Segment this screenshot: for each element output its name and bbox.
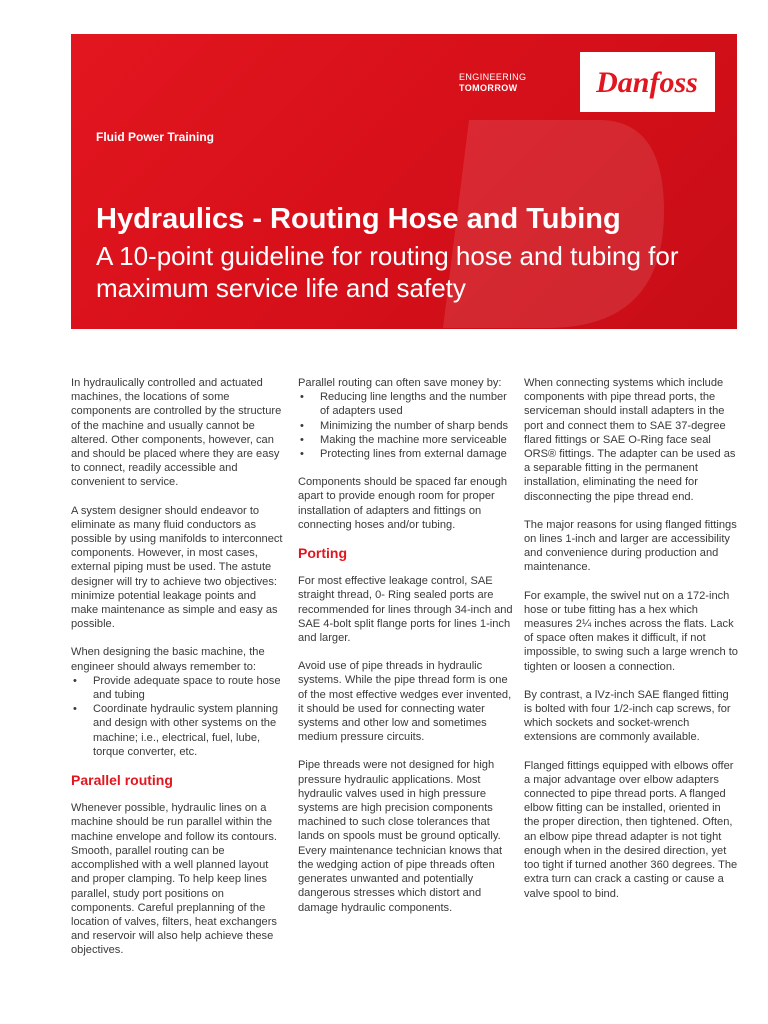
section-label: Fluid Power Training — [96, 130, 215, 144]
tagline — [459, 72, 526, 94]
paragraph: When designing the basic machine, the engineer should always remember to: — [71, 646, 265, 673]
page-subtitle: A 10-point guideline for routing hose and tubing for maximum service life and safety — [96, 241, 679, 303]
list-item: • Making the machine more serviceable — [298, 433, 513, 447]
paragraph: Parallel routing can often save money by: — [298, 377, 502, 389]
paragraph: Components should be spaced far enough apart to provide enough room for proper installation of adapters and fittings on connecting hoses and/or tubing. — [298, 476, 508, 531]
paragraph: For example, the swivel nut on a 172-inch hose or tube fitting has a hex which measures 2¼ inches across the flats. Lack of space often makes it difficult, if not impossible, to swing such a large wrench to tighten or loosen a connection. — [524, 589, 738, 673]
paragraph: The major reasons for using flanged fittings on lines 1-inch and larger are accessibility and convenience during production and maintenance. — [524, 518, 737, 574]
column-1 — [71, 376, 286, 972]
tagline-line1: ENGINEERING — [459, 72, 527, 82]
list-item: • Reducing line lengths and the number of adapters used — [298, 390, 513, 418]
paragraph: In hydraulically controlled and actuated machines, the locations of some components are controlled by the structure of the machine and usually cannot be altered. Other components, however, can and should be placed where they are easy to connect, readily accessible and convenient to service. — [71, 377, 282, 489]
paragraph: Avoid use of pipe threads in hydraulic systems. While the pipe thread form is one of the most effective wedges ever invented, it should be used for connecting water systems and other low and sometimes medium pressure circuits. — [298, 660, 512, 744]
paragraph: For most effective leakage control, SAE straight thread, 0- Ring sealed ports are recommended for lines through 34-inch and SAE 4-bolt split flange ports for lines 1-inch and larger. — [298, 575, 513, 645]
paragraph: By contrast, a lVz-inch SAE flanged fitting is bolted with four 1/2-inch cap screws, for which sockets and socket-wrench extensions are commonly available. — [524, 688, 731, 744]
bullet-list — [298, 390, 513, 461]
list-item: • Minimizing the number of sharp bends — [298, 419, 513, 433]
page-title: Hydraulics - Routing Hose and Tubing — [96, 203, 621, 235]
danfoss-logo — [580, 52, 715, 112]
tagline-line2: TOMORROW — [459, 83, 518, 93]
column-3 — [524, 376, 739, 915]
list-item: • Provide adequate space to route hose and tubing — [71, 674, 286, 702]
paragraph: Pipe threads were not designed for high pressure hydraulic applications. Most hydraulic valves used in high pressure systems are high precision components machined to such close tolerances that lands on spools must be ground optically. Every maintenance technician knows that the wedging action of pipe threads often generates unwanted and potentially dangerous stresses which distort and damage hydraulic components. — [298, 759, 503, 914]
section-heading-porting: Porting — [298, 545, 347, 562]
paragraph: A system designer should endeavor to eliminate as many fluid conductors as possible by using manifolds to interconnect components. However, in most cases, external piping must be used. The astute designer will try to achieve two objectives: minimize potential leakage points and make maintenance as simple and easy as possible. — [71, 504, 283, 631]
paragraph: When connecting systems which include components with pipe thread ports, the serviceman should install adapters in the port and connect them to SAE 37-degree flared fittings or SAE O-Ring face seal ORS® fittings. The adapter can be used as a separable fitting in the permanent installation, eliminating the need for disconnecting the pipe thread end. — [524, 377, 736, 503]
bullet-list — [71, 674, 286, 759]
logo-wordmark: Danfoss — [596, 66, 698, 99]
section-heading-parallel-routing: Parallel routing — [71, 772, 173, 789]
list-item: • Protecting lines from external damage — [298, 447, 513, 461]
header-banner — [71, 34, 737, 329]
list-item: • Coordinate hydraulic system planning and design with other systems on the machine; i.e., electrical, fuel, lube, torque converter, etc. — [71, 702, 286, 759]
paragraph: Whenever possible, hydraulic lines on a machine should be run parallel within the machine envelope and follow its contours. Smooth, parallel routing can be accomplished with a well planned layout and proper clamping. To help keep lines parallel, study port positions on components. Careful preplanning of the location of valves, filters, heat exchangers and reservoir will also help achieve these objectives. — [71, 802, 277, 957]
paragraph: Flanged fittings equipped with elbows offer a major advantage over elbow adapters connected to pipe thread ports. A flanged elbow fitting can be installed, oriented in the proper direction, then tightened. Often, an elbow pipe thread adapter is not tight enough when in the desired direction, yet too tight if turned another 360 degrees. The extra turn can crack a casting or cause a valve spool to bind. — [524, 759, 738, 900]
column-2 — [298, 376, 513, 929]
